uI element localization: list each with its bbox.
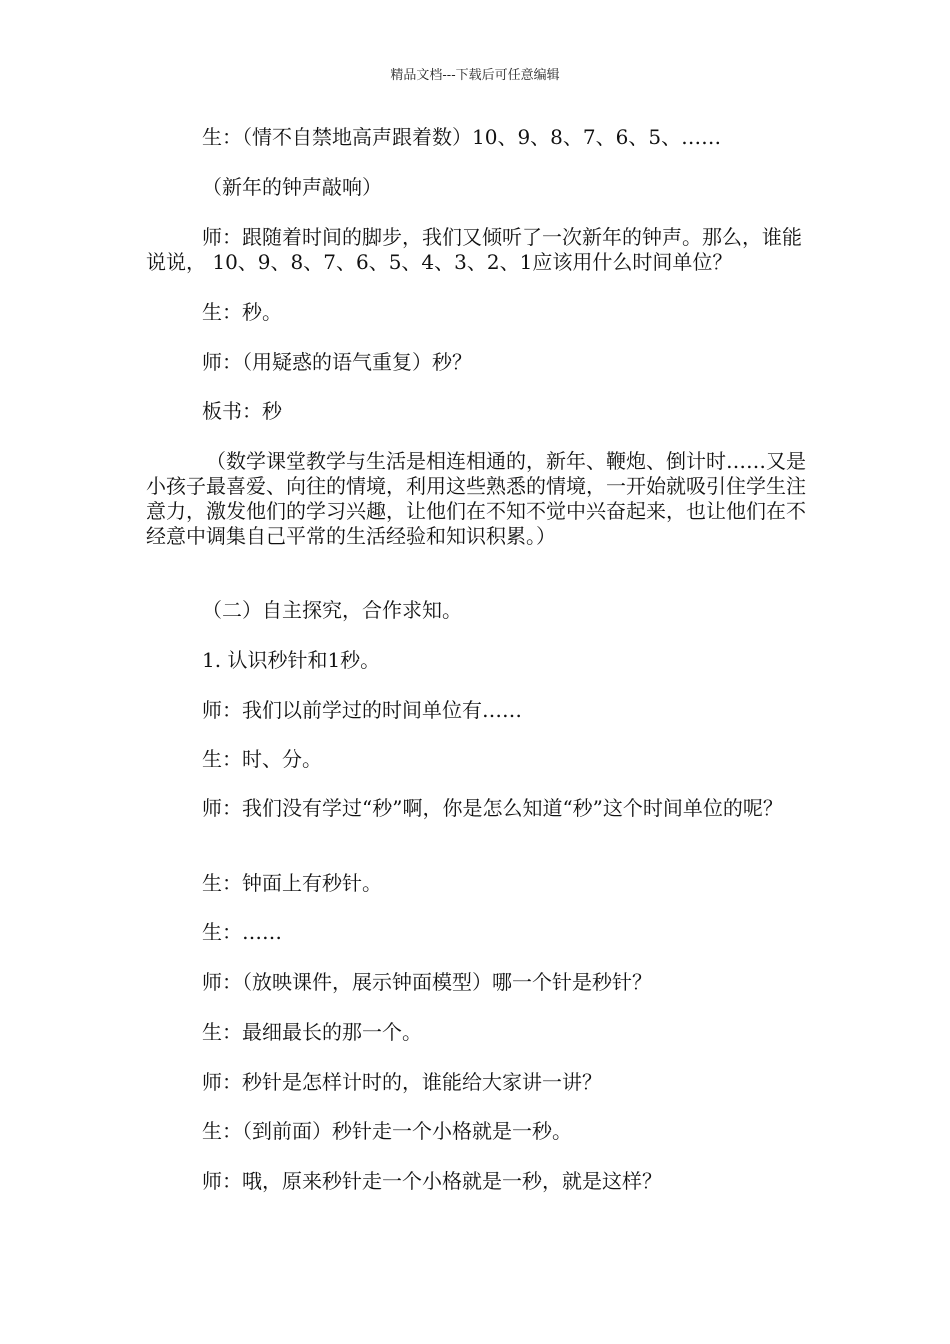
paragraph: 生：（情不自禁地高声跟着数）10、9、8、7、6、5、…… <box>202 125 722 149</box>
page-header: 精品文档---下载后可任意编辑 <box>390 68 560 83</box>
paragraph: （新年的钟声敲响） <box>202 175 382 199</box>
paragraph: 生：钟面上有秒针。 <box>202 871 382 895</box>
paragraph: 生：…… <box>202 920 282 944</box>
paragraph: 师：（用疑惑的语气重复）秒？ <box>202 350 472 374</box>
paragraph: 师：秒针是怎样计时的，谁能给大家讲一讲？ <box>202 1070 602 1094</box>
paragraph: 师：（放映课件，展示钟面模型）哪一个针是秒针？ <box>202 970 652 994</box>
subsection-heading: 1. 认识秒针和1秒。 <box>202 648 381 672</box>
paragraph: 生：（到前面）秒针走一个小格就是一秒。 <box>202 1119 572 1143</box>
paragraph: 生：秒。 <box>202 300 282 324</box>
section-heading: （二）自主探究，合作求知。 <box>202 598 462 622</box>
paragraph: 生：时、分。 <box>202 747 322 771</box>
paragraph: 师：跟随着时间的脚步，我们又倾听了一次新年的钟声。那么，谁能说说， 10、9、8、7、6、5、4、3、2、1应该用什么时间单位？ <box>146 225 802 274</box>
paragraph: 师：哦，原来秒针走一个小格就是一秒，就是这样？ <box>202 1169 662 1193</box>
paragraph: 板书：秒 <box>202 399 282 423</box>
commentary-paragraph: （数学课堂教学与生活是相连相通的，新年、鞭炮、倒计时……又是小孩子最喜爱、向往的情境，利用这些熟悉的情境，一开始就吸引住学生注意力，激发他们的学习兴趣，让他们在不知不觉中兴奋起来，也让他们在不经意中调集自己平常的生活经验和知识积累。） <box>146 449 806 548</box>
paragraph: 师：我们以前学过的时间单位有…… <box>202 698 522 722</box>
paragraph: 生：最细最长的那一个。 <box>202 1020 422 1044</box>
paragraph: 师：我们没有学过“秒”啊，你是怎么知道“秒”这个时间单位的呢？ <box>202 796 783 820</box>
